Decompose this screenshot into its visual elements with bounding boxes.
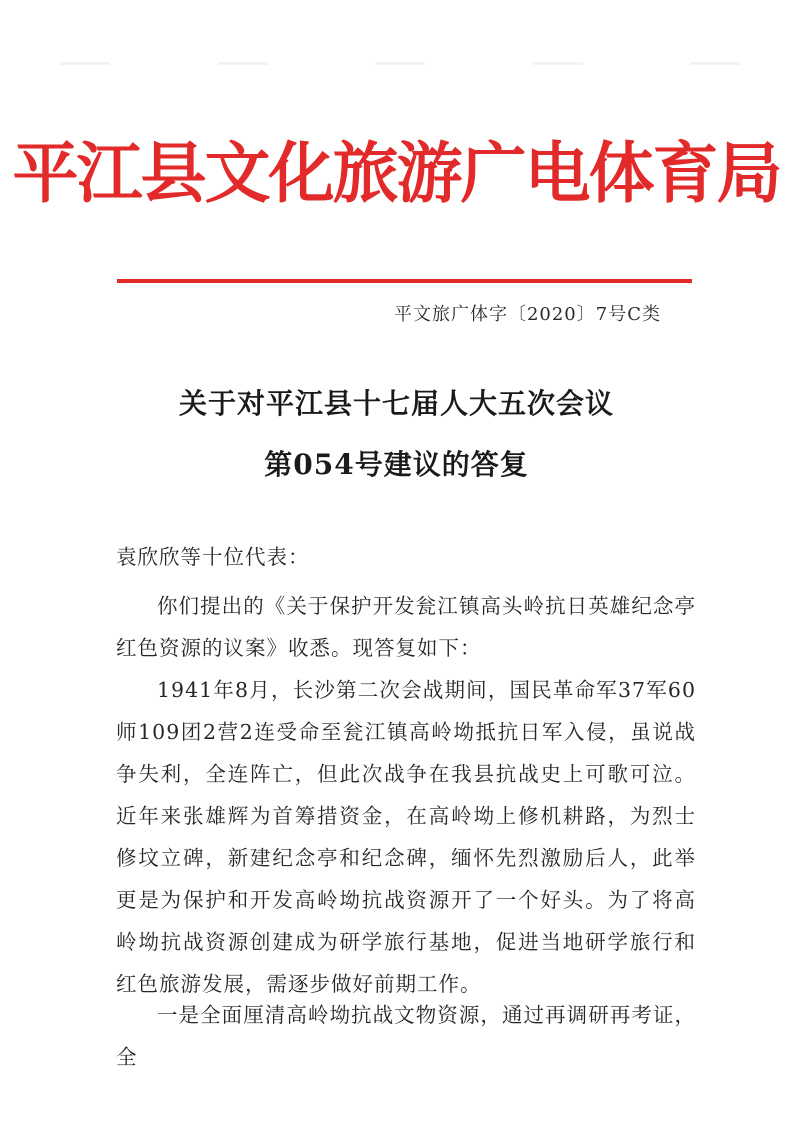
scan-mark	[375, 62, 425, 65]
paragraph-2: 1941年8月，长沙第二次会战期间，国民革命军37军60师109团2营2连受命至瓮江镇高岭坳抵抗日军入侵，虽说战争失利，全连阵亡，但此次战争在我县抗战史上可歌可泣。近年来张雄辉为首筹措资金，在高岭坳上修机耕路，为烈士修坟立碑，新建纪念亭和纪念碑，缅怀先烈激励后人，此举更是为保护和开发高岭坳抗战资源开了一个好头。为了将高岭坳抗战资源创建成为研学旅行基地，促进当地研学旅行和红色旅游发展，需逐步做好前期工作。	[116, 678, 696, 996]
scan-marks	[60, 62, 740, 68]
scan-mark	[60, 62, 110, 65]
paragraph-1: 你们提出的《关于保护开发瓮江镇高头岭抗日英雄纪念亭红色资源的议案》收悉。现答复如下：	[116, 594, 696, 660]
document-title-line-2: 第054号建议的答复	[264, 448, 529, 481]
paragraph-3: 一是全面厘清高岭坳抗战文物资源，通过再调研再考证，全	[116, 1003, 696, 1069]
red-header-rule	[117, 279, 692, 283]
scan-mark	[218, 62, 268, 65]
document-number: 平文旅广体字〔2020〕7号C类	[393, 304, 661, 325]
scan-mark	[533, 62, 583, 65]
salutation: 袁欣欣等十位代表：	[116, 545, 310, 569]
document-title-line-1: 关于对平江县十七届人大五次会议	[178, 387, 614, 420]
scan-mark	[690, 62, 740, 65]
agency-header-title: 平江县文化旅游广电体育局	[12, 134, 781, 212]
